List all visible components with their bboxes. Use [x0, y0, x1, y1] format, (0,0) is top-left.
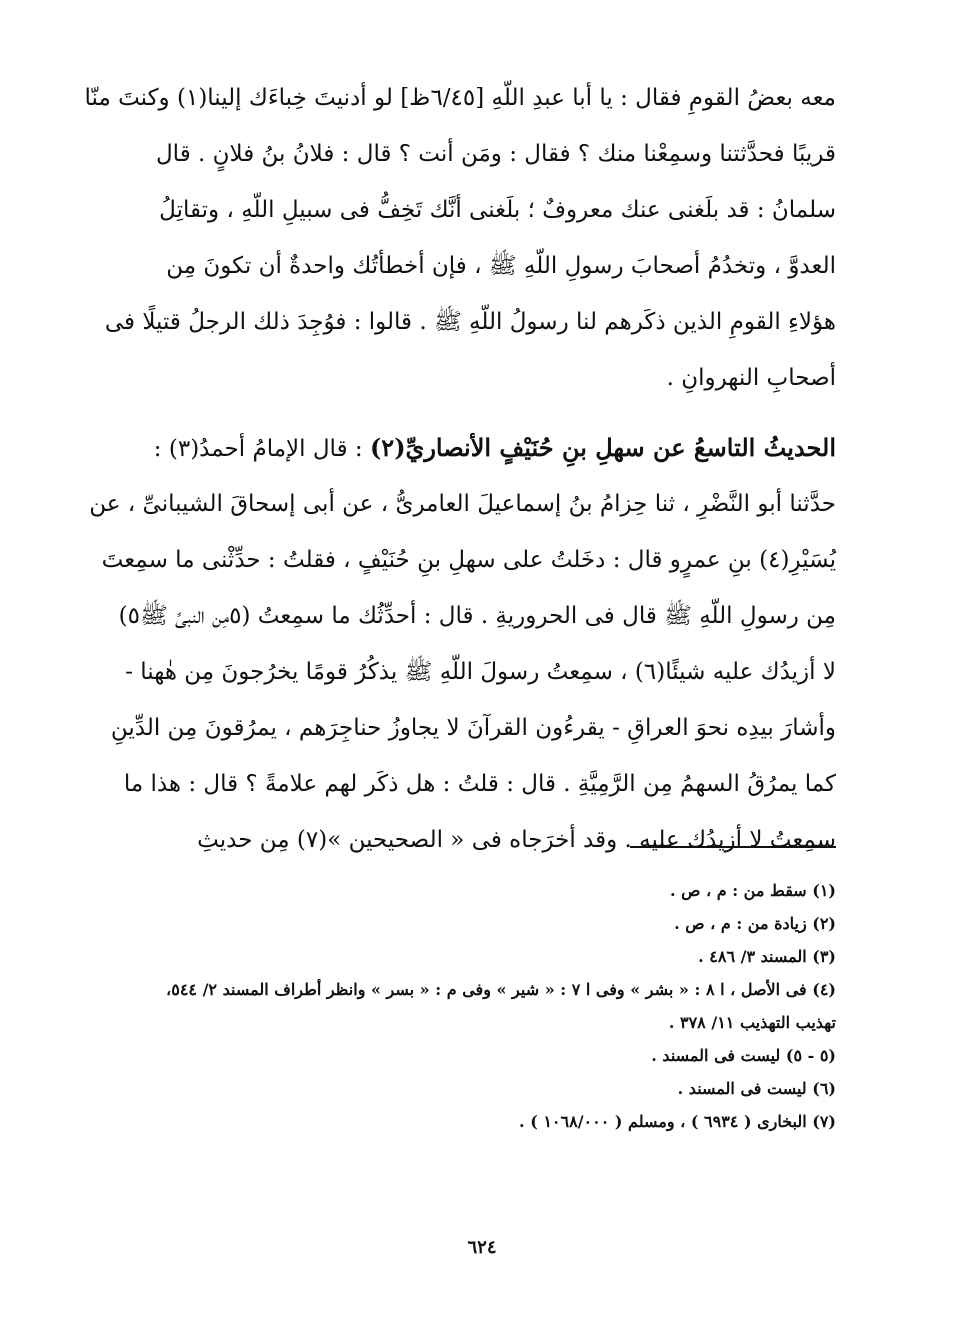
footnote: (٣) المسند ٣/ ٤٨٦ . — [698, 947, 836, 966]
footnote: (٦) ليست فى المسند . — [677, 1079, 836, 1098]
footnotes — [130, 874, 836, 1138]
text-line: معه بعضُ القومِ فقال : يا أبا عبدِ اللّهِ [٦/٤٥ظ] لو أدنيتَ خِباءَك إلينا(١) وكنتَ منّا — [84, 85, 836, 111]
hadith-heading-line — [130, 420, 836, 476]
text-line: قريبًا فحدَّثتنا وسمِعْنا منك ؟ فقال : ومَن أنت ؟ قال : فلانُ بنُ فلانٍ . قال — [155, 141, 836, 167]
footnote: (٤) فى الأصل ، ا ٨ : « بشر » وفى ا ٧ : « شير » وفى م : « بسر » وانظر أطراف المسند ٢/ ٥٤٤، — [166, 980, 836, 999]
text-line: لا أزيدُك عليه شيئًا(٦) ، سمِعتُ رسولَ اللّهِ ﷺ يذكُرُ قومًا يخرُجونَ مِن هٰهنا - — [125, 659, 836, 685]
text-line: هؤلاءِ القومِ الذين ذكَرهم لنا رسولُ اللّهِ ﷺ . قالوا : فوُجِدَ ذلك الرجلُ قتيلًا فى — [104, 309, 836, 335]
text-line: كما يمرُقُ السهمُ مِن الرَّمِيَّةِ . قال : قلتُ : هل ذكَر لهم علامةً ؟ قال : هذا ما — [123, 771, 836, 797]
footnote-continuation: تهذيب التهذيب ١١/ ٣٧٨ . — [668, 1013, 836, 1032]
text-line: سلمانُ : قد بلَغنى عنك معروفٌ ؛ بلَغنى أنَّك تَخِفُّ فى سبيلِ اللّهِ ، وتقاتِلُ — [159, 197, 836, 223]
footnote-divider — [630, 846, 836, 848]
footnote: (٥ - ٥) ليست فى المسند . — [651, 1046, 836, 1065]
text-line: سمِعتُ لا أزيدُك عليه . وقد أخرَجاه فى « الصحيحين »(٧) مِن حديثِ — [197, 827, 836, 853]
text-line: أصحابِ النهروانِ . — [666, 365, 836, 391]
text-line: يُسَيْرِ(٤) بنِ عمرٍو قال : دخَلتُ على سهلِ بنِ حُنَيْفٍ ، فقلتُ : حدِّثْنى ما سمِعتَ — [101, 547, 836, 573]
text-line: حدَّثنا أبو النَّضْرِ ، ثنا حِزامُ بنُ إسماعيلَ العامرىُّ ، عن أبى إسحاقَ الشيبانىِّ ، عن — [89, 491, 836, 517]
footnote: (١) سقط من : م ، ص . — [669, 881, 836, 900]
text-line: مِن رسولِ اللّهِ ﷺ قال فى الحروريةِ . قال : أحدِّثُك ما سمِعتُ (٥مِن النبىِّ ﷺ٥) — [118, 603, 836, 629]
footnote: (٢) زيادة من : م ، ص . — [674, 914, 836, 933]
text-line: وأشارَ بيدِه نحوَ العراقِ - يقرءُون القرآنَ لا يجاوزُ حناجِرَهم ، يمرُقونَ مِن الدِّينِ — [110, 715, 836, 741]
text-line: العدوَّ ، وتخدُمُ أصحابَ رسولِ اللّهِ ﷺ ، فإن أخطأتُك واحدةٌ أن تكونَ مِن — [166, 253, 836, 279]
page-number: ٦٢٤ — [467, 1237, 497, 1258]
main-text — [84, 70, 836, 868]
footnote: (٧) البخارى ( ٦٩٣٤ ) ، ومسلم ( ١٠٦٨/٠٠٠ ) . — [519, 1112, 836, 1131]
hadith-heading: الحديثُ التاسعُ عن سهلِ بنِ حُنَيْفٍ الأنصاريِّ(٢) — [369, 433, 836, 462]
heading-tail: : قال الإمامُ أحمدُ(٣) : — [153, 436, 370, 462]
